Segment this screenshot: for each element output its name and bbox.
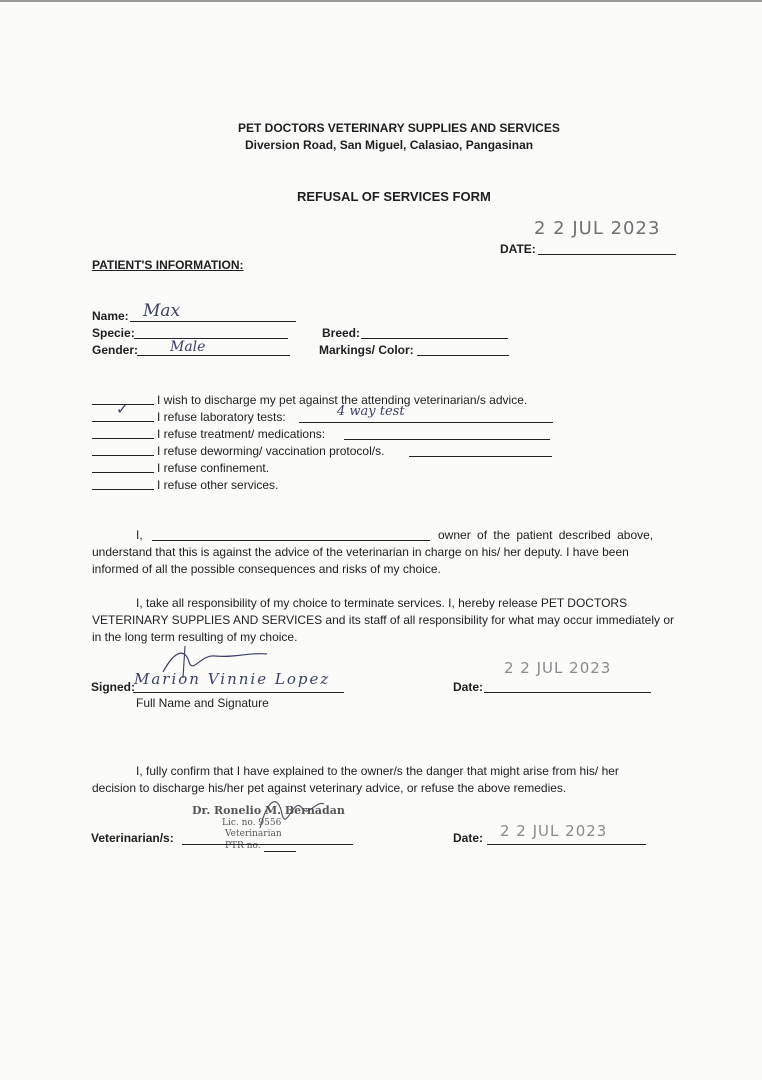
date-line[interactable] xyxy=(538,254,676,255)
clinic-address: Diversion Road, San Miguel, Calasiao, Pangasinan xyxy=(245,138,534,152)
date-label: DATE: xyxy=(500,242,536,256)
clinic-name: PET DOCTORS VETERINARY SUPPLIES AND SERVICES xyxy=(238,121,560,135)
check-mark-icon: ✓ xyxy=(116,400,129,418)
vet-seal-title: Veterinarian xyxy=(225,829,282,839)
signed-value: Marion Vinnie Lopez xyxy=(134,670,331,688)
vet-date-line[interactable] xyxy=(487,844,646,845)
option-checkbox-line[interactable] xyxy=(92,455,154,456)
markings-field[interactable] xyxy=(417,355,509,356)
option-confinement-label: I refuse confinement. xyxy=(157,461,270,475)
date-stamp: 2 2 JUL 2023 xyxy=(534,218,661,239)
option-lab-tests-label: I refuse laboratory tests: xyxy=(157,410,286,424)
owner-statement-line2: understand that this is against the advice of the veterinarian in charge on his/ her deputy. I have been xyxy=(92,545,629,559)
signature-date-label: Date: xyxy=(453,680,484,694)
lab-tests-detail-line[interactable] xyxy=(299,422,553,423)
markings-label: Markings/ Color: xyxy=(319,343,414,357)
owner-prefix: I, xyxy=(136,528,143,542)
form-title: REFUSAL OF SERVICES FORM xyxy=(297,189,491,204)
gender-value: Male xyxy=(170,339,206,355)
signature-date-line[interactable] xyxy=(484,692,651,693)
vet-confirmation-line2: decision to discharge his/her pet against veterinary advice, or refuse the above remedies. xyxy=(92,781,567,795)
gender-label: Gender: xyxy=(92,343,139,357)
vet-confirmation-line1: I, fully confirm that I have explained to the owner/s the danger that might arise from his/ her xyxy=(136,764,619,778)
name-label: Name: xyxy=(92,309,129,323)
vet-date-stamp: 2 2 JUL 2023 xyxy=(500,822,608,840)
release-statement-line3: in the long term resulting of my choice. xyxy=(92,630,298,644)
name-value: Max xyxy=(143,301,181,321)
owner-suffix: owner of the patient described above, xyxy=(438,528,654,542)
option-discharge-label: I wish to discharge my pet against the attending veterinarian/s advice. xyxy=(157,393,528,407)
breed-label: Breed: xyxy=(322,326,361,340)
vet-seal-ptr: PTR no. xyxy=(225,841,261,851)
option-treatment-label: I refuse treatment/ medications: xyxy=(157,427,326,441)
vet-seal-ptr-line xyxy=(264,851,296,852)
treatment-detail-line[interactable] xyxy=(344,439,550,440)
fullname-caption: Full Name and Signature xyxy=(136,696,269,710)
vet-signature-scribble xyxy=(250,788,330,838)
breed-field[interactable] xyxy=(361,338,508,339)
veterinarian-line[interactable] xyxy=(182,844,353,845)
patient-info-heading: PATIENT'S INFORMATION: xyxy=(92,258,244,272)
owner-statement-line3: informed of all the possible consequences and risks of my choice. xyxy=(92,562,441,576)
option-checkbox-line[interactable] xyxy=(92,472,154,473)
option-checkbox-line[interactable] xyxy=(92,421,154,422)
signed-label: Signed: xyxy=(91,680,135,694)
scan-top-edge xyxy=(0,0,762,2)
release-statement-line1: I, take all responsibility of my choice to terminate services. I, hereby release PET DOCTORS xyxy=(136,596,628,610)
signature-line[interactable] xyxy=(133,692,344,693)
specie-field[interactable] xyxy=(134,338,288,339)
signature-date-stamp: 2 2 JUL 2023 xyxy=(504,659,612,677)
vet-seal-license: Lic. no. 9556 xyxy=(222,818,282,828)
option-deworming-label: I refuse deworming/ vaccination protocol/s. xyxy=(157,444,385,458)
option-checkbox-line[interactable] xyxy=(92,438,154,439)
deworming-detail-line[interactable] xyxy=(409,456,552,457)
name-field[interactable] xyxy=(130,321,296,322)
gender-field[interactable] xyxy=(137,355,290,356)
lab-tests-detail-value: 4 way test xyxy=(337,404,405,419)
option-other-label: I refuse other services. xyxy=(157,478,279,492)
vet-date-label: Date: xyxy=(453,831,484,845)
option-checkbox-line[interactable] xyxy=(92,489,154,490)
release-statement-line2: VETERINARY SUPPLIES AND SERVICES and its staff of all responsibility for what may occur immediately or xyxy=(92,613,675,627)
specie-label: Specie: xyxy=(92,326,135,340)
vet-seal-name: Dr. Ronelio M. Bernadan xyxy=(192,804,345,817)
veterinarian-label: Veterinarian/s: xyxy=(91,831,174,845)
owner-name-line[interactable] xyxy=(152,540,430,541)
